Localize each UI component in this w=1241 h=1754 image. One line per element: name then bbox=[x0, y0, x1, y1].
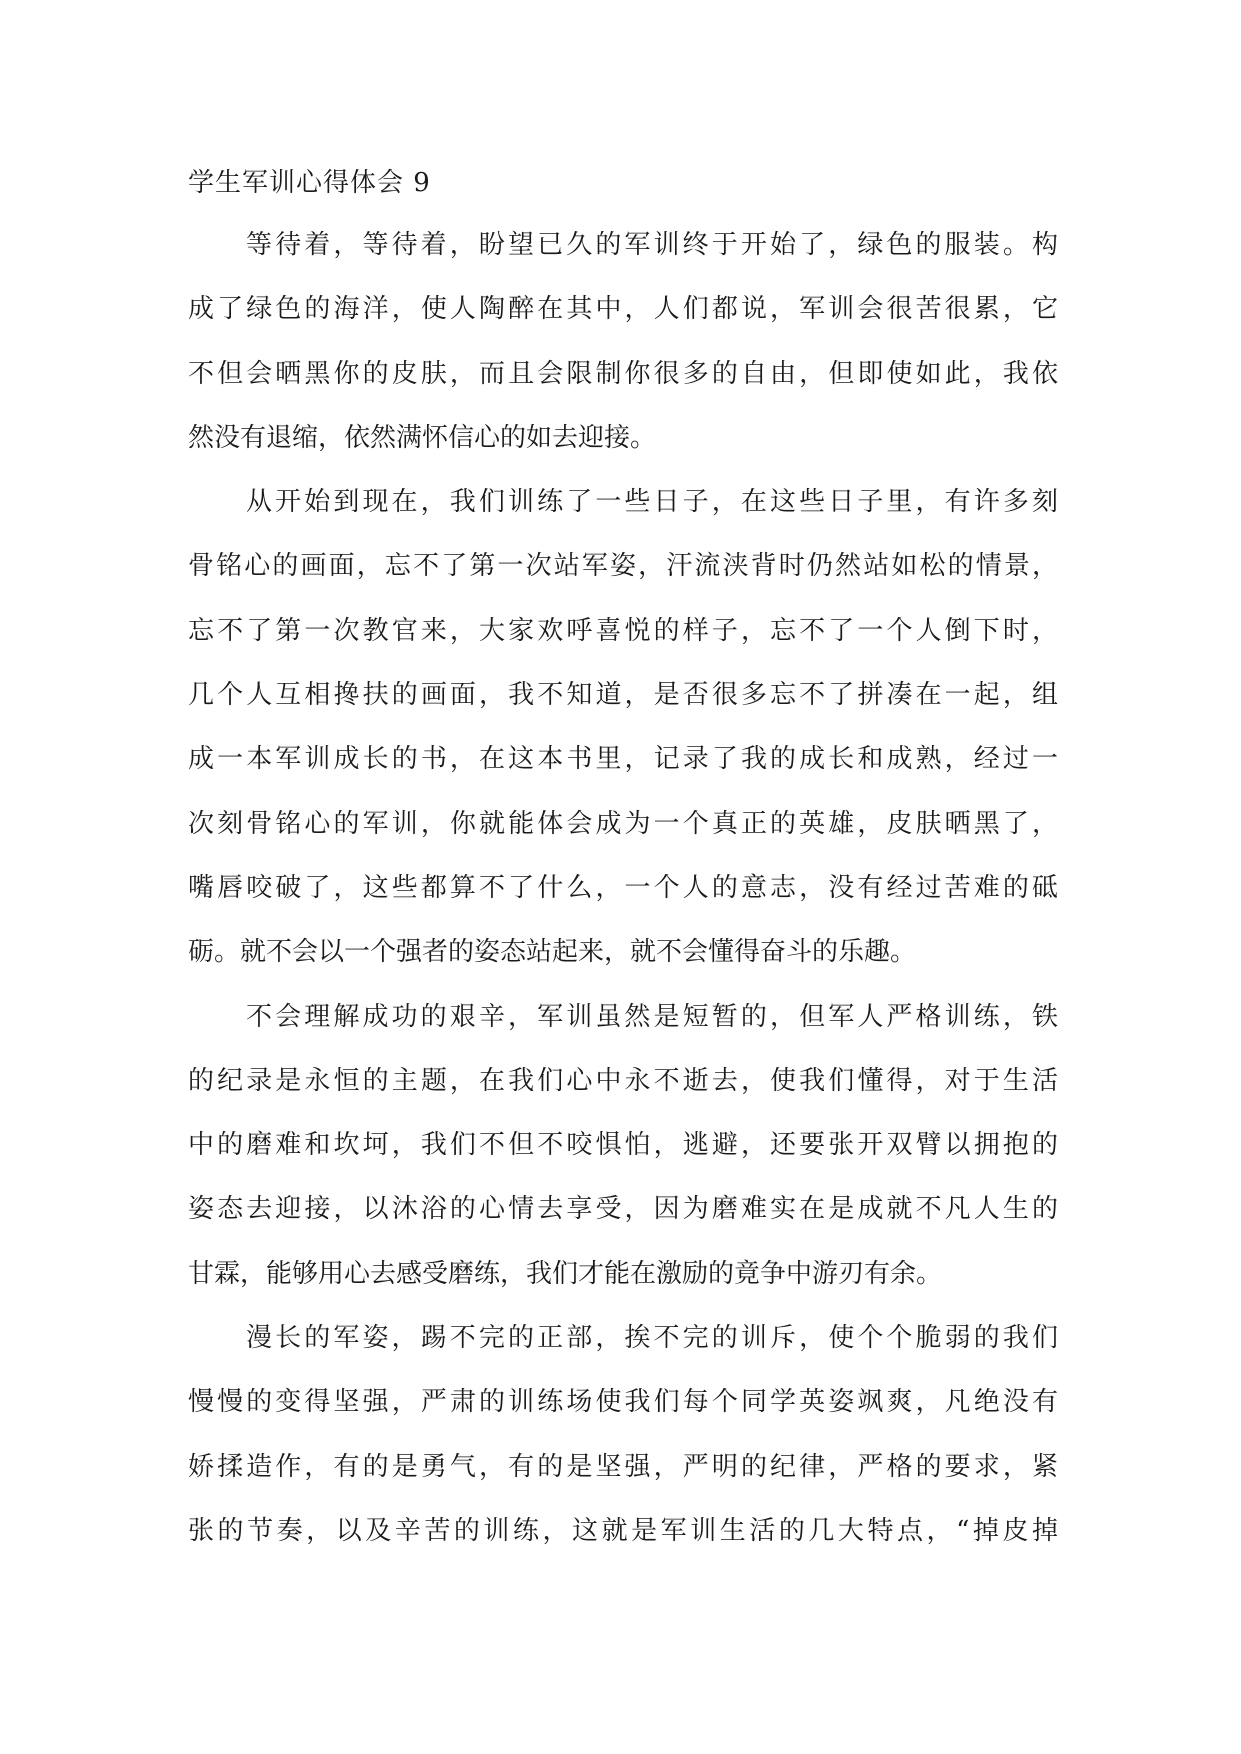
text-line: 姿态去迎接，以沐浴的心情去享受，因为磨难实在是成就不凡人生的 bbox=[188, 1194, 1058, 1225]
text-line: 成一本军训成长的书，在这本书里，记录了我的成长和成熟，经过一 bbox=[188, 744, 1058, 775]
paragraph-1 bbox=[188, 225, 1058, 482]
paragraph-4 bbox=[188, 1318, 1058, 1575]
text-line: 娇揉造作，有的是勇气，有的是坚强，严明的纪律，严格的要求，紧 bbox=[188, 1451, 1058, 1482]
text-line: 骨铭心的画面，忘不了第一次站军姿，汗流浃背时仍然站如松的情景， bbox=[188, 551, 1058, 582]
text-line: 甘霖，能够用心去感受磨练，我们才能在激励的竟争中游刃有余。 bbox=[188, 1258, 943, 1289]
text-line: 次刻骨铭心的军训，你就能体会成为一个真正的英雄，皮肤晒黑了， bbox=[188, 808, 1058, 839]
text-line: 慢慢的变得坚强，严肃的训练场使我们每个同学英姿飒爽，凡绝没有 bbox=[188, 1387, 1058, 1418]
text-line: 漫长的军姿，踢不完的正部，挨不完的训斥，使个个脆弱的我们 bbox=[246, 1323, 1058, 1354]
text-line: 几个人互相搀扶的画面，我不知道，是否很多忘不了拼凑在一起，组 bbox=[188, 680, 1058, 711]
text-line: 然没有退缩，依然满怀信心的如去迎接。 bbox=[188, 422, 657, 453]
text-line: 砺。就不会以一个强者的姿态站起来，就不会懂得奋斗的乐趣。 bbox=[188, 937, 917, 968]
text-line: 中的磨难和坎坷，我们不但不咬惧怕，逃避，还要张开双臂以拥抱的 bbox=[188, 1130, 1058, 1161]
text-line: 不会理解成功的艰辛，军训虽然是短暂的，但军人严格训练，铁 bbox=[246, 1001, 1058, 1032]
text-line: 忘不了第一次教官来，大家欢呼喜悦的样子，忘不了一个人倒下时， bbox=[188, 615, 1058, 646]
paragraph-3 bbox=[188, 997, 1058, 1318]
text-line: 张的节奏，以及辛苦的训练，这就是军训生活的几大特点，“掉皮掉 bbox=[188, 1515, 1058, 1546]
document-body bbox=[188, 225, 1058, 1575]
paragraph-2 bbox=[188, 482, 1058, 996]
text-line: 的纪录是永恒的主题，在我们心中永不逝去，使我们懂得，对于生活 bbox=[188, 1065, 1058, 1096]
text-line: 嘴唇咬破了，这些都算不了什么，一个人的意志，没有经过苦难的砥 bbox=[188, 872, 1058, 903]
text-line: 从开始到现在，我们训练了一些日子，在这些日子里，有许多刻 bbox=[246, 487, 1058, 518]
document-title: 学生军训心得体会 9 bbox=[188, 168, 431, 198]
text-line: 成了绿色的海洋，使人陶醉在其中，人们都说，军训会很苦很累，它 bbox=[188, 294, 1058, 325]
text-line: 等待着，等待着，盼望已久的军训终于开始了，绿色的服装。构 bbox=[246, 230, 1058, 260]
text-line: 不但会晒黑你的皮肤，而且会限制你很多的自由，但即使如此，我依 bbox=[188, 358, 1058, 389]
